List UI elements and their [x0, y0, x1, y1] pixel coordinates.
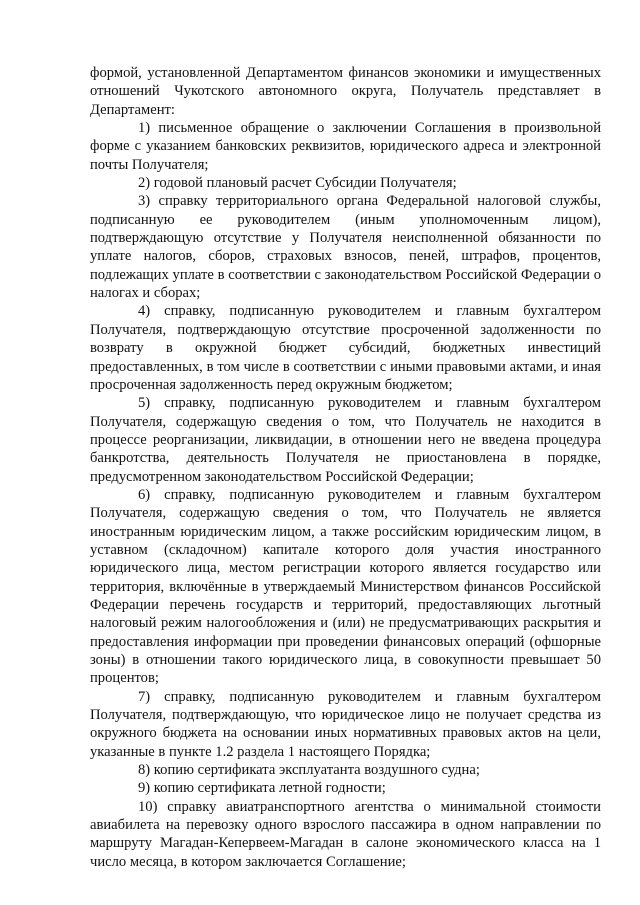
list-item-4: 4) справку, подписанную руководителем и главным бухгалтером Получателя, подтверждающую отсутствие просроченной задолженности по возврату в окружной бюджет субсидий, бюджетных инвестиций предоставленных, в том числе в соответствии с иными правовыми актами, и иная просроченная задолженность перед окружным бюджетом;	[90, 303, 601, 393]
list-item-10: 10) справку авиатранспортного агентства о минимальной стоимости авиабилета на перевозку одного взрослого пассажира в одном направлении по маршруту Магадан-Кепервеем-Магадан в салоне экономического класса на 1 число месяца, в котором заключается Соглашение;	[90, 798, 601, 870]
list-item-8: 8) копию сертификата эксплуатанта воздушного судна;	[138, 762, 480, 779]
list-item-5: 5) справку, подписанную руководителем и главным бухгалтером Получателя, содержащую сведения о том, что Получатель не находится в процессе реорганизации, ликвидации, в отношении него не введена процедура банкротства, деятельность Получателя не приостановлена в порядке, предусмотренном законодательством Российской Федерации;	[90, 395, 601, 485]
list-item-2: 2) годовой плановый расчет Субсидии Получателя;	[138, 175, 457, 192]
list-item-6: 6) справку, подписанную руководителем и главным бухгалтером Получателя, содержащую сведения о том, что Получатель не является иностранным юридическим лицом, а также российским юридическим лицом, в уставном (складочном) капитале которого доля участия иностранного юридического лица, местом регистрации которого является государство или территория, включённые в утверждаемый Министерством финансов Российской Федерации перечень государств и территорий, предоставляющих льготный налоговый режим налогообложения и (или) не предусматривающих раскрытия и предоставления информации при проведении финансовых операций (офшорные зоны) в отношении такого юридического лица, в совокупности превышает 50 процентов;	[90, 486, 601, 687]
list-item-7: 7) справку, подписанную руководителем и главным бухгалтером Получателя, подтверждающую, что юридическое лицо не получает средства из окружного бюджета на основании иных нормативных правовых актов на цели, указанные в пункте 1.2 раздела 1 настоящего Порядка;	[90, 688, 601, 760]
list-item-9: 9) копию сертификата летной годности;	[138, 780, 386, 797]
list-item-1: 1) письменное обращение о заключении Соглашения в произвольной форме с указанием банковских реквизитов, юридического адреса и электронной почты Получателя;	[90, 120, 601, 173]
list-item-3: 3) справку территориального органа Федеральной налоговой службы, подписанную ее руководителем (иным уполномоченным лицом), подтверждающую отсутствие у Получателя неисполненной обязанности по уплате налогов, сборов, страховых взносов, пеней, штрафов, процентов, подлежащих уплате в соответствии с законодательством Российской Федерации о налогах и сборах;	[90, 193, 601, 302]
document-page	[90, 64, 601, 871]
paragraph-intro: формой, установленной Департаментом финансов экономики и имущественных отношений Чукотского автономного округа, Получатель представляет в Департамент:	[90, 65, 601, 118]
